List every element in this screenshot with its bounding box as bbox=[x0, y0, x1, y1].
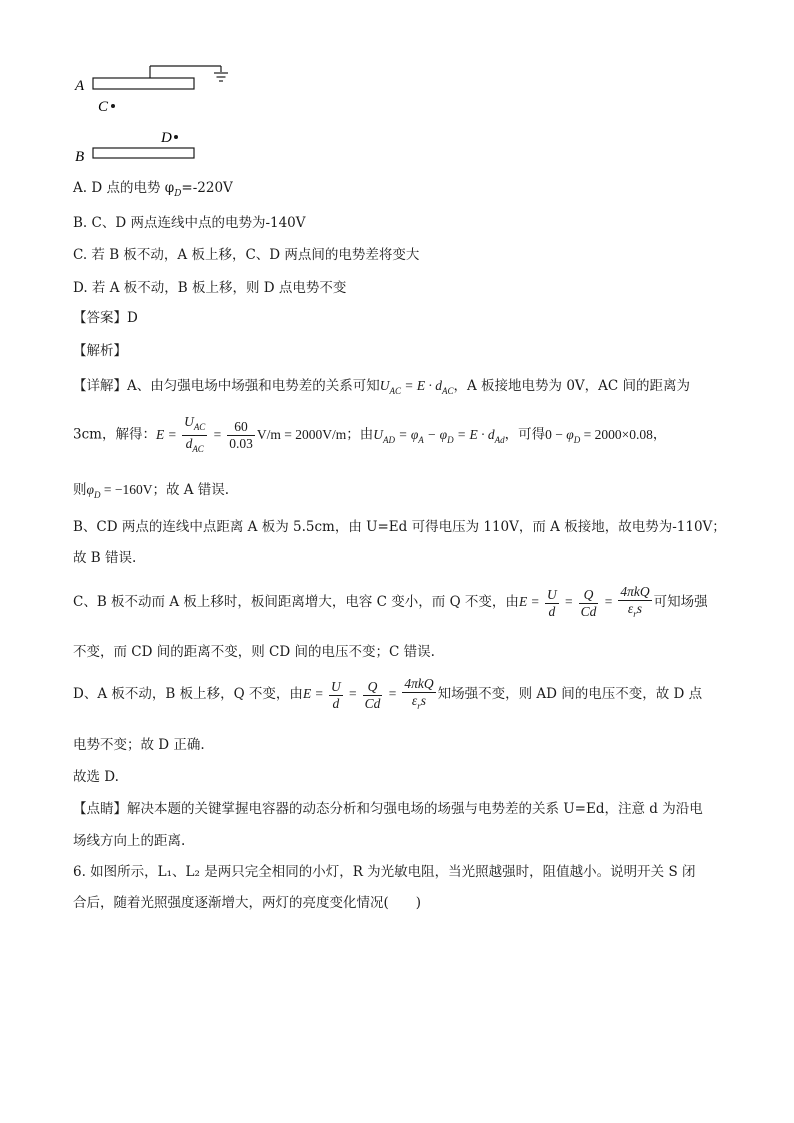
label-d: D bbox=[161, 130, 172, 146]
answer-value: D bbox=[127, 310, 138, 326]
detail-text: ，可得 bbox=[504, 426, 546, 443]
label-b: B bbox=[75, 149, 85, 165]
plate-a bbox=[93, 78, 194, 89]
label-c: C bbox=[98, 99, 109, 115]
detail-line-1 bbox=[73, 374, 690, 396]
question6-line-2: 合后，随着光照强度逐渐增大，两灯的亮度变化情况( ) bbox=[73, 895, 422, 911]
point-c bbox=[111, 104, 115, 108]
equation-phid: $\varphi_D = -160V$ bbox=[86, 482, 153, 500]
option-a-value: =-220V bbox=[181, 180, 233, 196]
detail-text: ；由 bbox=[346, 426, 374, 443]
analysis-tag: 【解析】 bbox=[73, 343, 127, 359]
detail-d2: 电势不变；故 D 正确. bbox=[73, 737, 205, 753]
ground-icon bbox=[214, 66, 228, 81]
option-a bbox=[73, 176, 233, 199]
detail-c2: 不变，而 CD 间的距离不变，则 CD 间的电压不变；C 错误. bbox=[73, 644, 435, 660]
equation-e: E = $\frac{U_{AC}}{d_{AC}}$ = $\frac{60}{0.03}$ V/m = 2000V/m bbox=[155, 414, 347, 454]
equation-uac: $U_{AC} = E \cdot d_{AC}$ bbox=[379, 378, 454, 396]
detail-text: 【详解】A、由匀强电场中场强和电势差的关系可知 bbox=[73, 378, 380, 394]
detail-b1: B、CD 两点的连线中点距离 A 板为 5.5cm，由 U=Ed 可得电压为 110V，而 A 板接地，故电势为-110V； bbox=[73, 519, 726, 535]
answer-line bbox=[73, 306, 138, 326]
detail-line-2: 3cm，解得：E = $\frac{U_{AC}}{d_{AC}}$ = $\frac{60}{0.03}$ V/m = 2000V/m；由$U_{AD} = \varphi_A - \varphi_D = E \cdot d_{Ad}$，可得$0 - \varphi_D = 2000\times 0.08$， bbox=[73, 414, 667, 454]
detail-text: 知场强不变，则 AD 间的电压不变，故 D 点 bbox=[437, 686, 703, 703]
option-b: B. C、D 两点连线中点的电势为-140V bbox=[73, 215, 306, 231]
detail-text: 则 bbox=[73, 482, 87, 498]
detail-text: D、A 板不动，B 板上移，Q 不变，由 bbox=[73, 686, 303, 703]
detail-text: ；故 A 错误. bbox=[152, 482, 230, 498]
plate-b bbox=[93, 148, 194, 158]
detail-text: ，A 板接地电势为 0V，AC 间的距离为 bbox=[453, 378, 691, 394]
equation-ed: E = $\frac{U}{d}$ = $\frac{Q}{Cd}$ = $\frac{\text{4πkQ}}{\varepsilon_rs}$ bbox=[302, 676, 434, 711]
detail-text: 可知场强 bbox=[653, 594, 708, 611]
detail-choose: 故选 D. bbox=[73, 769, 119, 785]
detail-text: C、B 板不动而 A 板上移时，板间距离增大，电容 C 变小，而 Q 不变，由 bbox=[73, 594, 519, 611]
equation-uad: $U_{AD} = \varphi_A - \varphi_D = E \cdot d_{Ad}$ bbox=[373, 426, 505, 445]
option-c: C. 若 B 板不动，A 板上移，C、D 两点间的电势差将变大 bbox=[73, 247, 420, 263]
option-d: D. 若 A 板不动，B 板上移，则 D 点电势不变 bbox=[73, 280, 347, 296]
point-d bbox=[174, 135, 178, 139]
equation-phi: $0 - \varphi_D = 2000\times 0.08$ bbox=[545, 426, 653, 445]
option-a-text: A. D 点的电势 φ bbox=[73, 180, 175, 196]
option-a-sub: D bbox=[174, 189, 182, 199]
capacitor-figure bbox=[70, 60, 240, 165]
comment-line-2: 场线方向上的距离. bbox=[73, 833, 186, 849]
answer-tag: 【答案】 bbox=[73, 310, 127, 326]
comment-line-1: 【点睛】解决本题的关键掌握电容器的动态分析和匀强电场的场强与电势差的关系 U=Ed，注意 d 为沿电 bbox=[73, 801, 703, 817]
detail-b2: 故 B 错误. bbox=[73, 550, 137, 566]
detail-text: 3cm，解得： bbox=[73, 426, 156, 443]
label-a: A bbox=[75, 78, 85, 94]
detail-line-3 bbox=[73, 478, 229, 500]
detail-d1 bbox=[73, 676, 702, 714]
equation-ec: E = $\frac{U}{d}$ = $\frac{Q}{Cd}$ = $\frac{\text{4πkQ}}{\varepsilon_rs}$ bbox=[518, 584, 650, 619]
detail-c1 bbox=[73, 584, 708, 622]
question6-line-1: 6. 如图所示，L₁、L₂ 是两只完全相同的小灯，R 为光敏电阻，当光照越强时，阻值越小。说明开关 S 闭 bbox=[73, 864, 696, 880]
